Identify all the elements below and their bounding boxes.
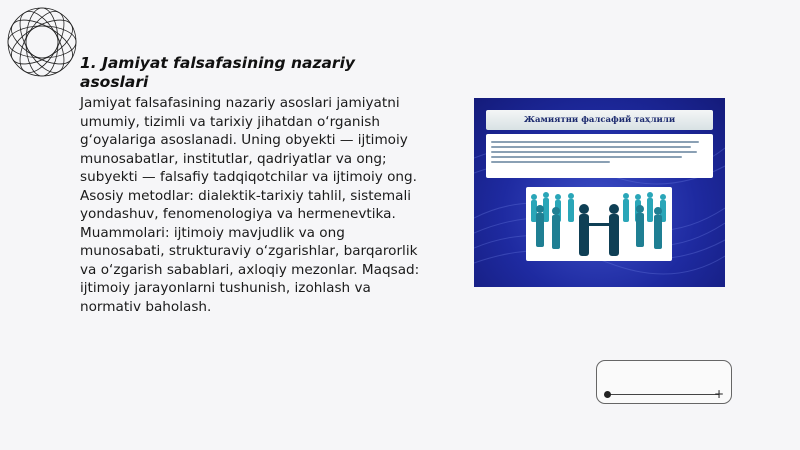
progress-track[interactable]	[607, 394, 719, 395]
business-people-illustration	[526, 187, 672, 261]
spirograph-circle-icon	[4, 4, 80, 80]
slide-title: 1. Jamiyat falsafasining nazariy asoslari	[80, 54, 355, 91]
dot-icon[interactable]	[604, 391, 611, 398]
body-paragraph: Jamiyat falsafasining nazariy asoslari jamiyatni umumiy, tizimli va tarixiy jihatdan o‘rganish g‘oyalariga asoslanadi. Uning obyekti — ijtimoiy munosabatlar, institutlar, qadriyatlar va ong; subyekti — falsafiy tadqiqotchilar va ijtimoiy ong. Asosiy metodlar: dialektik-tarixiy tahlil, sistemali yondashuv, fenomenologiya va hermenevtika. Muammolari: ijtimoiy mavjudlik va ong munosabati, strukturaviy o‘zgarishlar, barqarorlik va o‘zgarish sabablari, axloqiy mezonlar. Maqsad: ijtimoiy jarayonlarni tushunish, izohlash va normativ baholash.	[80, 95, 420, 315]
slide-description-block	[486, 134, 713, 178]
media-progress-widget[interactable]	[596, 360, 732, 404]
slide-image	[474, 98, 725, 287]
slide-header: Жамиятни фалсафий таҳлили	[486, 110, 713, 130]
plus-icon[interactable]: +	[714, 387, 725, 401]
